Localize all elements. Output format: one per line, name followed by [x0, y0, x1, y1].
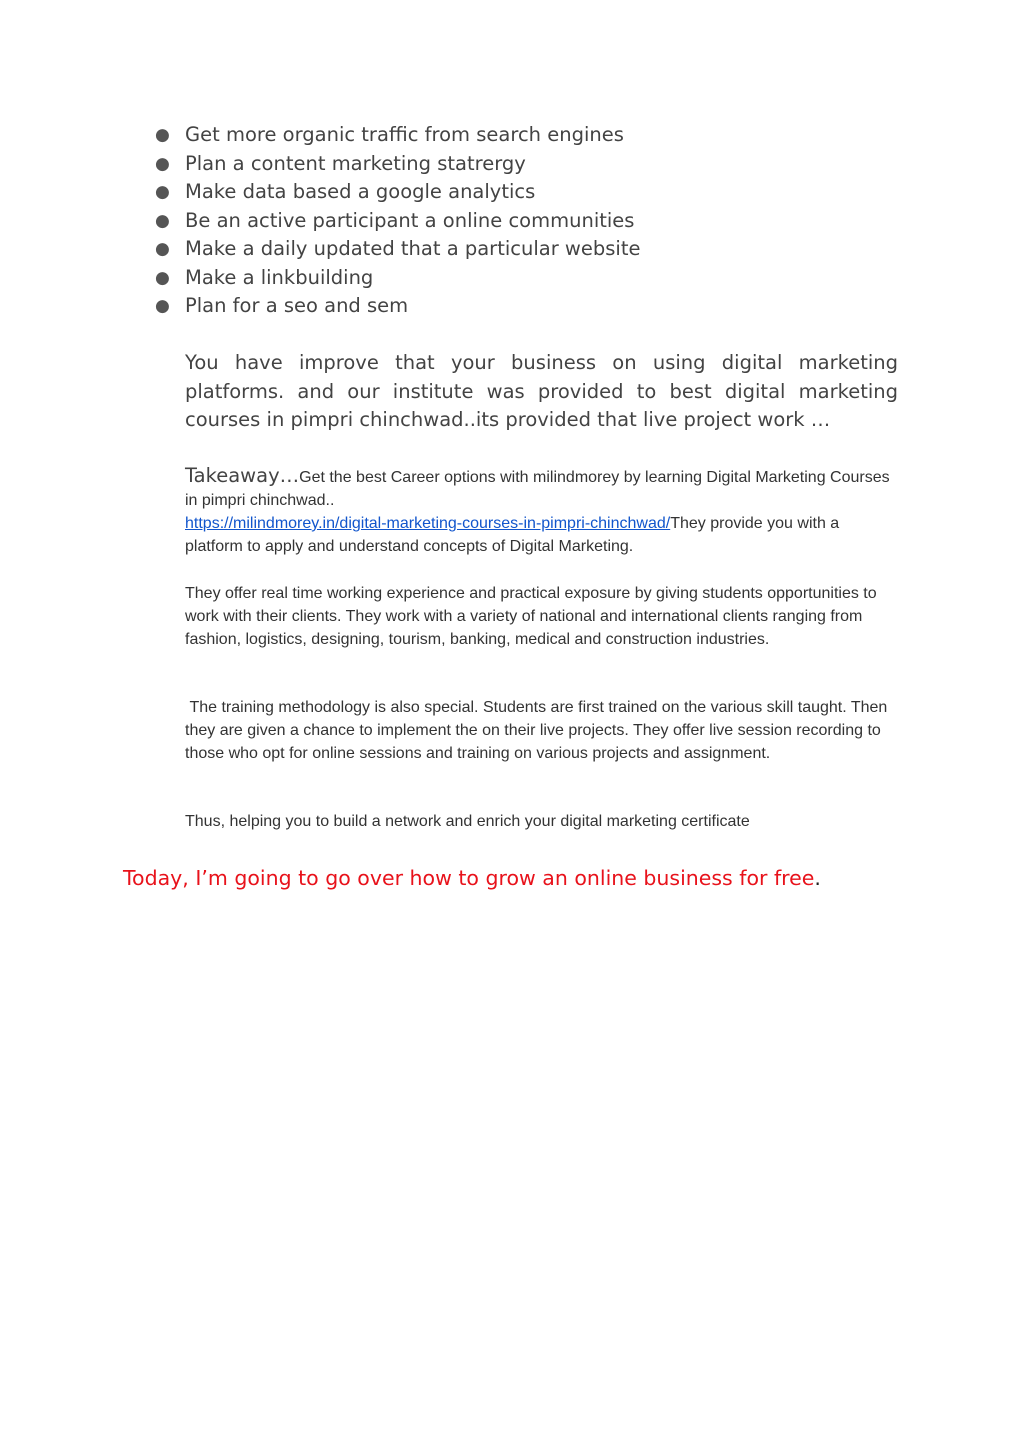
bullet-dot-icon: ● — [155, 267, 170, 288]
bullet-dot-icon: ● — [155, 125, 170, 145]
closing-text: Today, I’m going to go over how to grow an online business for free — [123, 866, 815, 890]
methodology-paragraph: The training methodology is also special. Students are first trained on the various skill taught. Then they are given a chance to implement the on their live projects. They offer live session recording to those who opt for online sessions and training on various projects and assignment. — [185, 699, 892, 762]
course-link[interactable]: https://milindmorey.in/digital-marketing-courses-in-pimpri-chinchwad/ — [185, 515, 671, 532]
bullet-dot-icon: ● — [155, 239, 170, 259]
bullet-text: Get more organic traffic from search engines — [185, 123, 624, 146]
closing-period: . — [814, 866, 821, 890]
bullet-text: Make data based a google analytics — [185, 180, 536, 203]
network-paragraph: Thus, helping you to build a network and enrich your digital marketing certificate — [185, 813, 750, 830]
experience-paragraph: They offer real time working experience and practical exposure by giving students opportunities to work with their clients. They work with a variety of national and international clients ranging from fashion, logistics, designing, tourism, banking, medical and construction industries. — [185, 585, 877, 648]
takeaway-lead: Takeaway… — [185, 464, 300, 487]
bullet-text: Make a daily updated that a particular website — [185, 237, 641, 260]
bullet-text: Be an active participant a online communities — [185, 208, 635, 232]
takeaway-after-link: They provide you with a platform to apply and understand concepts of Digital Marketing. — [185, 515, 840, 555]
bullet-item — [155, 150, 640, 179]
bullet-item — [155, 235, 640, 264]
bullet-dot-icon: ● — [155, 182, 170, 202]
bullet-dot-icon: ● — [155, 296, 170, 316]
closing-line — [123, 864, 821, 892]
bullet-item — [155, 264, 640, 293]
bullet-dot-icon: ● — [155, 153, 170, 174]
intro-paragraph: You have improve that your business on using digital marketing platforms. and our institute was provided to best digital marketing courses in pimpri chinchwad..its provided that live project work … — [185, 351, 898, 431]
bullet-dot-icon: ● — [155, 210, 170, 231]
bullet-text: Make a linkbuilding — [185, 265, 374, 289]
bullet-item — [155, 178, 640, 207]
bullet-item — [155, 207, 640, 236]
bullet-text: Plan a content marketing statrergy — [185, 151, 526, 175]
bullet-item — [155, 292, 640, 321]
takeaway-paragraph — [185, 464, 901, 558]
takeaway-text: Get the best Career options with milindmorey by learning Digital Marketing Courses in pimpri chinchwad.. — [185, 469, 890, 509]
bullet-item — [155, 121, 640, 150]
bullet-text: Plan for a seo and sem — [185, 294, 409, 317]
bullet-list — [155, 121, 640, 321]
